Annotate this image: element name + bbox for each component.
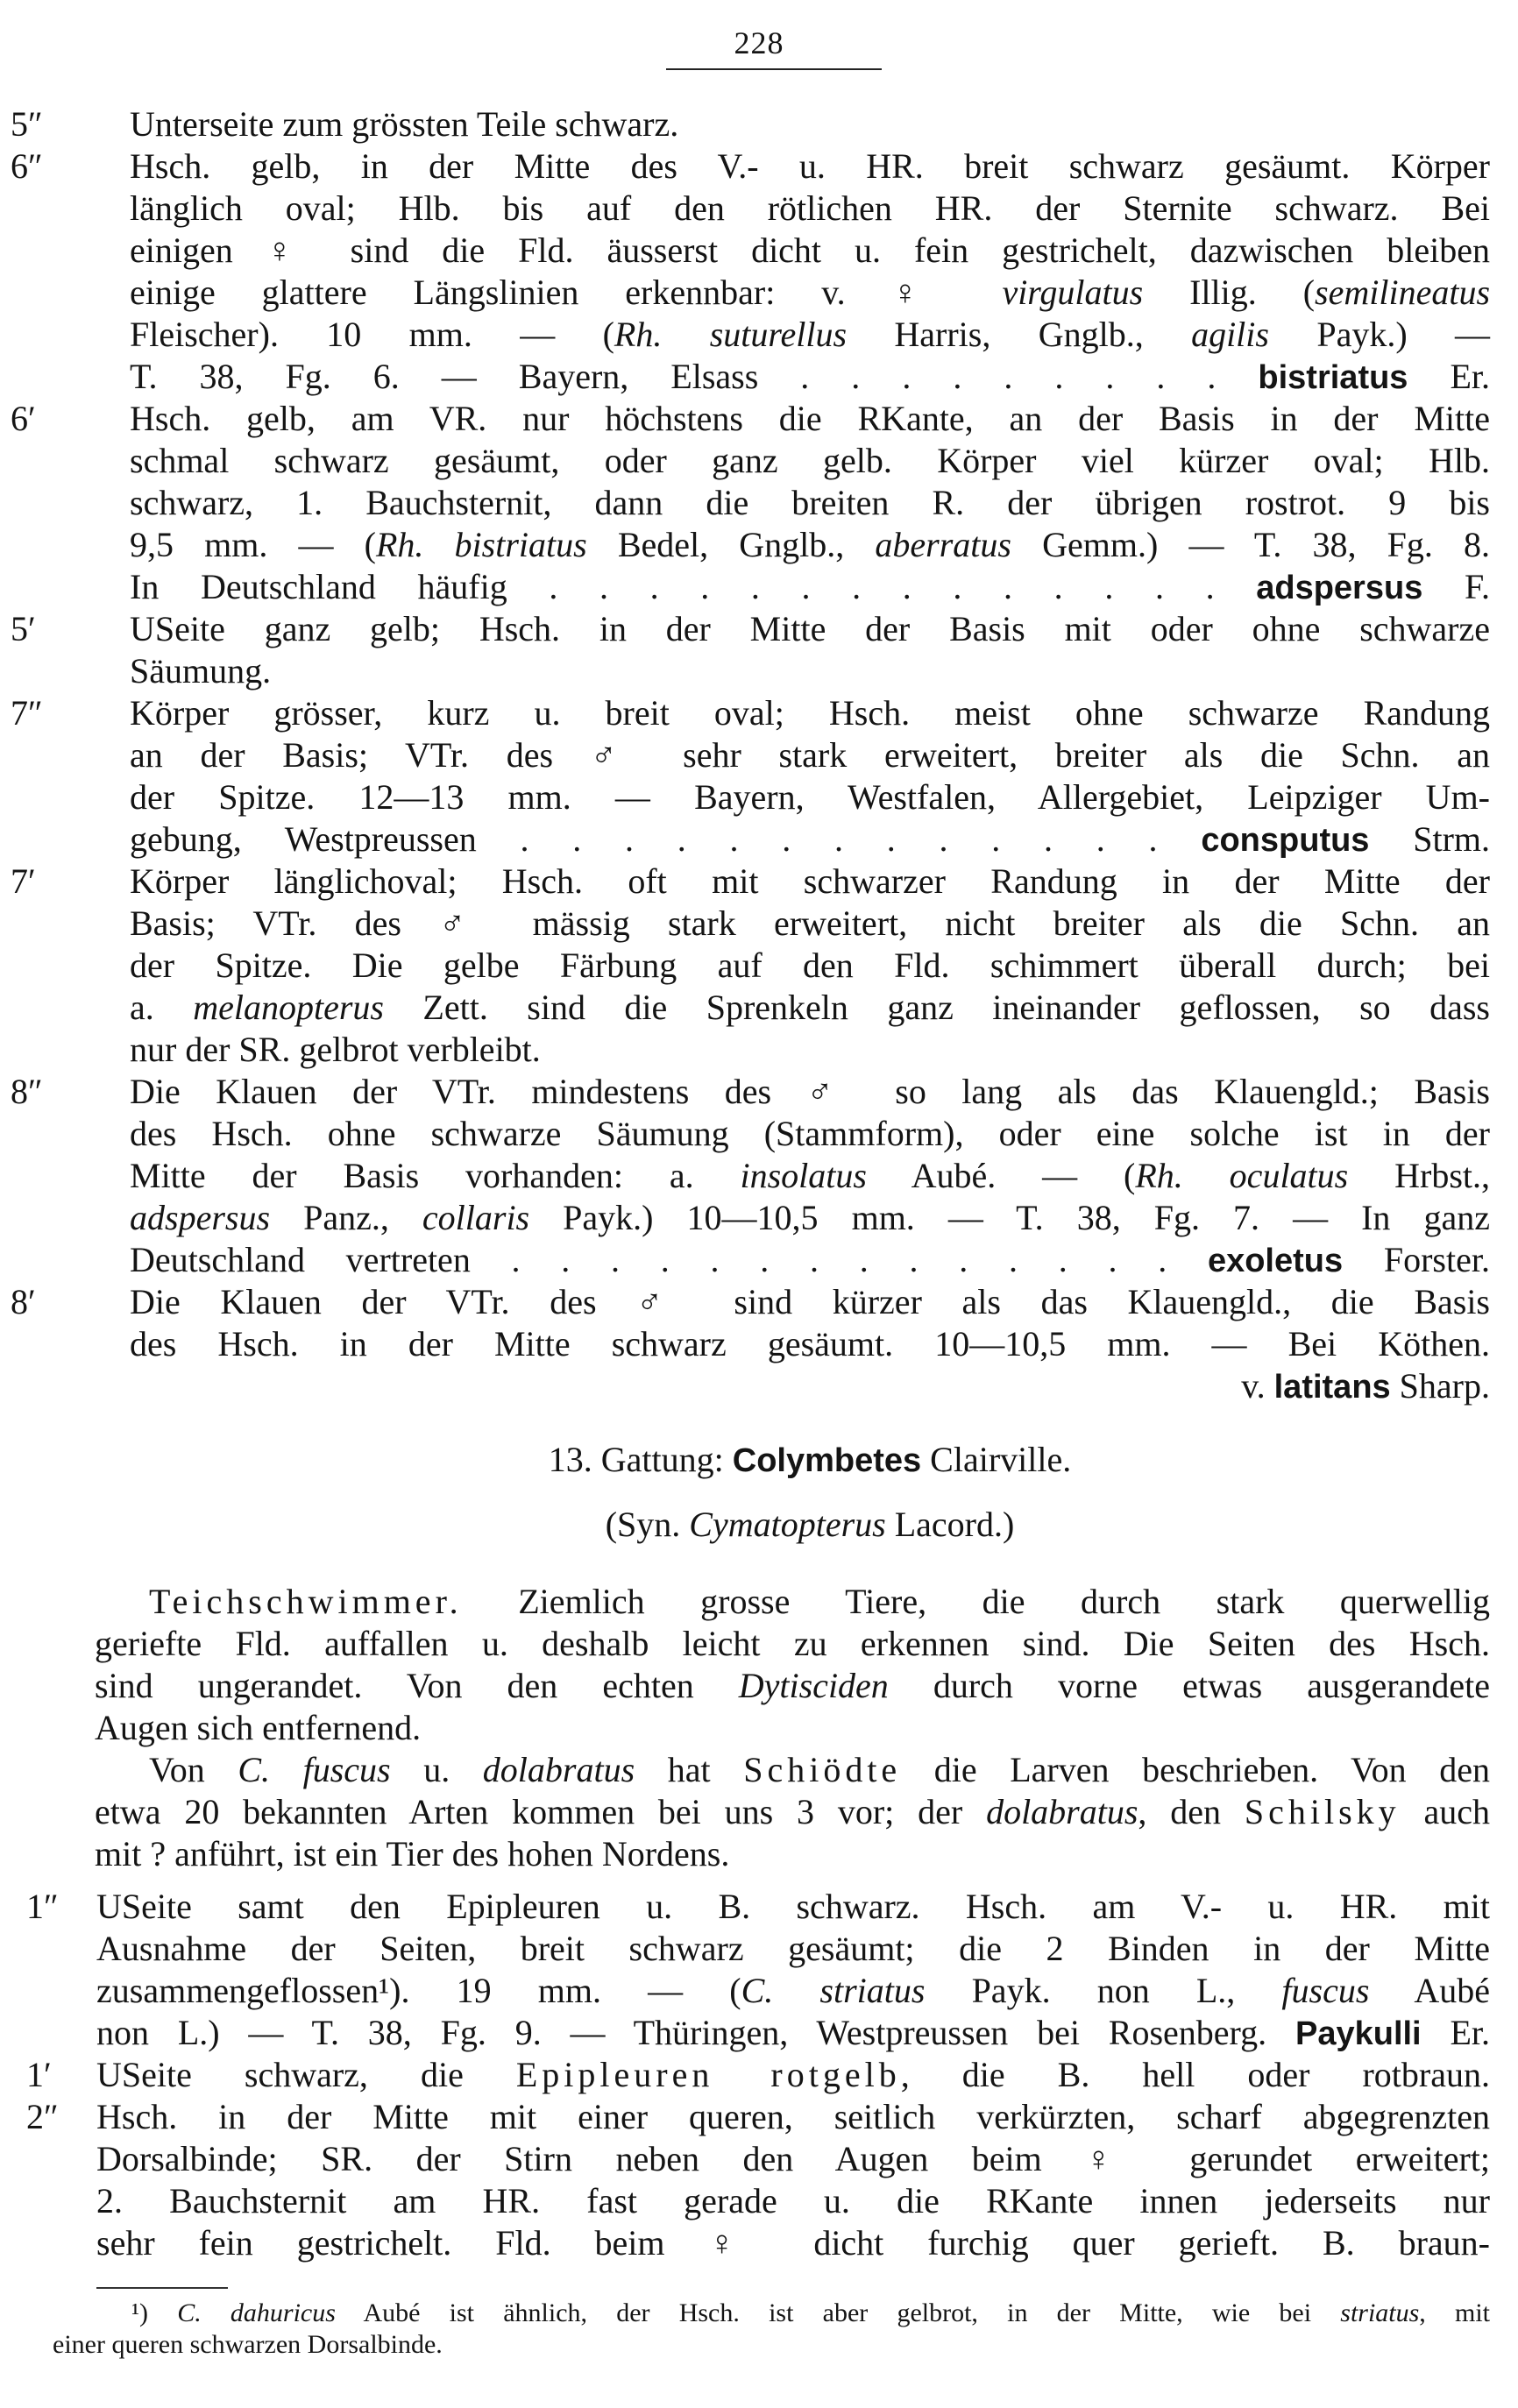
text-run: Schiödte — [743, 1750, 902, 1789]
text-line — [130, 482, 1490, 524]
text-line — [130, 650, 1490, 692]
header-rule — [666, 68, 882, 70]
text-line — [130, 903, 1490, 945]
text-run: In Deutschland häufig . . . . . . . . . . . . . . — [130, 567, 1257, 606]
text-line — [96, 2096, 1490, 2138]
text-line — [149, 1581, 1490, 1623]
text-line — [96, 2054, 1490, 2096]
text-run: Hsch. gelb, in der Mitte des V.- u. HR. breit schwarz gesäumt. Körper — [130, 146, 1490, 186]
text-run: Basis; VTr. des ♂ mässig stark erweitert, nicht breiter als die Schn. an — [130, 903, 1490, 943]
text-run: einigen ♀ sind die Fld. äusserst dicht u. fein gestrichelt, dazwischen bleiben — [130, 230, 1490, 270]
text-run: Harris, Gnglb., — [847, 315, 1192, 354]
text-line — [130, 230, 1490, 272]
italic-text: Rh. suturellus — [614, 315, 848, 354]
page-number: 228 — [734, 25, 784, 60]
text-run: Die Klauen der VTr. des ♂ sind kürzer als das Klauengld., die Basis — [130, 1282, 1490, 1321]
text-run: 2. Bauchsternit am HR. fast gerade u. die RKante innen jederseits nur — [96, 2181, 1490, 2220]
text-run: Die Klauen der VTr. mindestens des ♂ so lang als das Klauengld.; Basis — [130, 1072, 1490, 1111]
text-line — [96, 1886, 1490, 1928]
italic-text: collaris — [422, 1198, 530, 1237]
key-couplet-number: 8″ — [11, 1072, 43, 1111]
taxon-name: bistriatus — [1258, 359, 1408, 396]
text-line — [130, 356, 1490, 399]
italic-text: virgulatus — [1002, 273, 1144, 312]
text-run: Körper länglichoval; Hsch. oft mit schwarzer Randung in der Mitte der — [130, 861, 1490, 901]
text-line — [96, 2012, 1490, 2055]
text-run: v. — [1241, 1366, 1274, 1406]
text-run: Hrbst., — [1348, 1156, 1490, 1195]
text-run: hat — [635, 1750, 744, 1789]
text-line — [130, 272, 1490, 314]
text-run: Deutschland vertreten . . . . . . . . . . . . . . — [130, 1240, 1208, 1279]
text-line — [96, 2222, 1490, 2264]
text-run: länglich oval; Hlb. bis auf den rötlichen HR. der Sternite schwarz. Bei — [130, 188, 1490, 228]
italic-text: striatus — [1340, 2298, 1420, 2327]
text-run: zusammengeflossen¹). 19 mm. — ( — [96, 1971, 741, 2010]
text-run: Panz., — [270, 1198, 422, 1237]
text-run: sehr fein gestrichelt. Fld. beim ♀ dicht furchig quer gerieft. B. braun- — [96, 2223, 1490, 2263]
text-line — [130, 945, 1490, 987]
text-run: Mitte der Basis vorhanden: a. — [130, 1156, 741, 1195]
text-line — [130, 776, 1490, 818]
text-run: Fleischer). 10 mm. — ( — [130, 315, 614, 354]
text-run: Schilsky — [1244, 1792, 1401, 1831]
text-run: u. — [390, 1750, 483, 1789]
text-run: Von — [149, 1750, 238, 1789]
text-line — [130, 734, 1490, 776]
text-run: a. — [130, 988, 194, 1027]
text-run: einer queren schwarzen Dorsalbinde. — [53, 2330, 443, 2359]
italic-text: C. striatus — [741, 1971, 926, 2010]
key-couplet-number: 5′ — [11, 609, 36, 648]
text-run: die Larven beschrieben. Von den — [901, 1750, 1491, 1789]
text-run: , die B. hell oder rotbraun. — [900, 2055, 1490, 2094]
text-run: geriefte Fld. auffallen u. deshalb leicht zu erkennen sind. Die Seiten des Hsch. — [95, 1624, 1490, 1663]
text-run: Payk.) — — [1268, 315, 1490, 354]
text-run: Hsch. in der Mitte mit einer queren, seitlich verkürzten, scharf abgegrenzten — [96, 2097, 1490, 2136]
key-couplet-number: 5″ — [11, 104, 43, 144]
text-run: auch — [1400, 1792, 1491, 1831]
text-run: sind ungerandet. Von den echten — [95, 1666, 739, 1705]
text-run: Strm. — [1369, 819, 1491, 859]
key-couplet-number: 7′ — [11, 861, 36, 901]
italic-text: Rh. oculatus — [1135, 1156, 1349, 1195]
text-run: Ausnahme der Seiten, breit schwarz gesäumt; die 2 Binden in der Mitte — [96, 1929, 1490, 1968]
text-run: 13. Gattung: — [548, 1440, 733, 1479]
text-line — [130, 1365, 1490, 1408]
text-run: Körper grösser, kurz u. breit oval; Hsch. meist ohne schwarze Randung — [130, 693, 1490, 733]
text-line — [95, 1707, 1490, 1749]
text-run: USeite schwarz, die — [96, 2055, 516, 2094]
text-run: Forster. — [1343, 1240, 1490, 1279]
text-line — [130, 1323, 1490, 1365]
italic-text: dolabratus — [986, 1792, 1138, 1831]
text-run: schmal schwarz gesäumt, oder ganz gelb. Körper viel kürzer oval; Hlb. — [130, 441, 1490, 480]
text-line — [130, 861, 1490, 903]
taxon-name: exoletus — [1207, 1243, 1344, 1279]
text-line — [96, 2138, 1490, 2180]
italic-text: C. fuscus — [238, 1750, 391, 1789]
text-line — [130, 1113, 1490, 1155]
key-couplet-number: 1′ — [26, 2055, 52, 2094]
text-line — [130, 987, 1490, 1029]
text-run: gebung, Westpreussen . . . . . . . . . . . . . — [130, 819, 1202, 859]
taxon-name: Paykulli — [1295, 2015, 1422, 2052]
text-line — [96, 1970, 1490, 2012]
italic-text: dolabratus — [482, 1750, 635, 1789]
italic-text: adspersus — [130, 1198, 271, 1237]
text-run: Aubé — [1369, 1971, 1490, 2010]
text-line — [149, 1749, 1490, 1791]
text-line — [96, 1928, 1490, 1970]
text-run: Augen sich entfernend. — [95, 1708, 422, 1747]
text-line — [130, 692, 1490, 734]
text-run: Er. — [1408, 357, 1491, 396]
italic-text: agilis — [1191, 315, 1269, 354]
text-run: Er. — [1421, 2013, 1490, 2052]
text-line — [130, 188, 1490, 230]
text-line — [95, 1665, 1490, 1707]
text-run: der Spitze. 12—13 mm. — Bayern, Westfalen, Allergebiet, Leipziger Um- — [130, 777, 1490, 817]
text-run: Dorsalbinde; SR. der Stirn neben den Augen beim ♀ gerundet erweitert; — [96, 2139, 1490, 2178]
text-run: schwarz, 1. Bauchsternit, dann die breiten R. der übrigen rostrot. 9 bis — [130, 483, 1490, 522]
key-couplet-number: 1″ — [26, 1887, 59, 1926]
text-run: Payk. non L., — [925, 1971, 1282, 2010]
key-couplet-number: 8′ — [11, 1282, 36, 1321]
text-line — [130, 608, 1490, 650]
text-line — [130, 1071, 1490, 1113]
text-line — [130, 818, 1490, 861]
text-line — [96, 2180, 1490, 2222]
text-run: F. — [1422, 567, 1491, 606]
text-run: , den — [1138, 1792, 1245, 1831]
text-line — [130, 524, 1490, 566]
taxon-name: adspersus — [1256, 570, 1423, 606]
text-run: Epipleuren rotgelb — [515, 2055, 901, 2094]
text-run: T. 38, Fg. 6. — Bayern, Elsass . . . . . . . . . — [130, 357, 1259, 396]
text-run: Unterseite zum grössten Teile schwarz. — [130, 104, 679, 144]
footnote-rule — [96, 2287, 228, 2289]
text-run: Lacord.) — [885, 1505, 1015, 1544]
text-line — [130, 440, 1490, 482]
italic-text: melanopterus — [193, 988, 384, 1027]
text-run: des Hsch. in der Mitte schwarz gesäumt. 10—10,5 mm. — Bei Köthen. — [130, 1324, 1490, 1363]
key-couplet-number: 6″ — [11, 146, 43, 186]
text-line — [130, 314, 1490, 356]
text-run: mit ? anführt, ist ein Tier des hohen Nordens. — [95, 1834, 730, 1873]
italic-text: C. dahuricus — [177, 2298, 336, 2327]
text-line — [95, 1791, 1490, 1833]
text-run: Bedel, Gnglb., — [586, 525, 876, 564]
text-run: Hsch. gelb, am VR. nur höchstens die RKante, an der Basis in der Mitte — [130, 399, 1490, 438]
text-run: Ziemlich grosse Tiere, die durch stark querwellig — [462, 1582, 1490, 1621]
taxon-name: consputus — [1201, 822, 1370, 859]
text-run: 9,5 mm. — ( — [130, 525, 376, 564]
italic-text: Dytisciden — [738, 1666, 889, 1705]
key-couplet-number: 7″ — [11, 693, 43, 733]
text-run: Zett. sind die Sprenkeln ganz ineinander geflossen, so dass — [383, 988, 1490, 1027]
text-line — [130, 566, 1490, 609]
text-run: (Syn. — [605, 1505, 690, 1544]
taxon-name: Colymbetes — [732, 1442, 922, 1479]
italic-text: aberratus — [875, 525, 1011, 564]
text-run: Illig. ( — [1143, 273, 1316, 312]
italic-text: semilineatus — [1315, 273, 1491, 312]
text-run: Aubé ist ähnlich, der Hsch. ist aber gelbrot, in der Mitte, wie bei — [335, 2298, 1341, 2327]
text-run: durch vorne etwas ausgerandete — [888, 1666, 1490, 1705]
text-line — [130, 1439, 1490, 1482]
text-run: , mit — [1419, 2298, 1491, 2327]
text-run: Säumung. — [130, 651, 272, 691]
text-run: des Hsch. ohne schwarze Säumung (Stammform), oder eine solche ist in der — [130, 1114, 1490, 1153]
text-run: ¹) — [131, 2298, 178, 2327]
text-run: Gemm.) — T. 38, Fg. 8. — [1011, 525, 1490, 564]
text-line — [95, 1833, 1490, 1875]
italic-text: Cymatopterus — [689, 1505, 886, 1544]
text-line — [131, 2298, 1490, 2329]
text-line — [130, 1239, 1490, 1282]
key-couplet-number: 2″ — [26, 2097, 59, 2136]
italic-text: fuscus — [1281, 1971, 1370, 2010]
text-run: einige glattere Längslinien erkennbar: v. ♀ — [130, 273, 1003, 312]
text-run: Aubé. — ( — [866, 1156, 1136, 1195]
italic-text: Rh. bistriatus — [375, 525, 587, 564]
taxon-name: latitans — [1273, 1369, 1391, 1406]
text-run: Teichschwimmer. — [149, 1582, 463, 1621]
text-line — [53, 2329, 1490, 2361]
text-run: der Spitze. Die gelbe Färbung auf den Fld. schimmert überall durch; bei — [130, 945, 1490, 985]
key-couplet-number: 6′ — [11, 399, 36, 438]
text-run: USeite samt den Epipleuren u. B. schwarz. Hsch. am V.- u. HR. mit — [96, 1887, 1490, 1926]
text-line — [130, 398, 1490, 440]
text-run: nur der SR. gelbrot verbleibt. — [130, 1030, 541, 1069]
text-run: an der Basis; VTr. des ♂ sehr stark erweitert, breiter als die Schn. an — [130, 735, 1490, 775]
text-line — [95, 1623, 1490, 1665]
text-line — [130, 145, 1490, 188]
text-line — [130, 1281, 1490, 1323]
text-line — [130, 103, 1490, 145]
text-run: non L.) — T. 38, Fg. 9. — Thüringen, Westpreussen bei Rosenberg. — [96, 2013, 1295, 2052]
text-run: USeite ganz gelb; Hsch. in der Mitte der Basis mit oder ohne schwarze — [130, 609, 1490, 648]
text-line — [130, 1029, 1490, 1071]
text-line — [130, 1197, 1490, 1239]
text-run: Payk.) 10—10,5 mm. — T. 38, Fg. 7. — In ganz — [529, 1198, 1490, 1237]
text-line — [130, 1155, 1490, 1197]
text-run: Sharp. — [1390, 1366, 1490, 1406]
text-line — [130, 1504, 1490, 1546]
text-run: Clairville. — [921, 1440, 1072, 1479]
text-run: etwa 20 bekannten Arten kommen bei uns 3 vor; der — [95, 1792, 987, 1831]
italic-text: insolatus — [740, 1156, 867, 1195]
